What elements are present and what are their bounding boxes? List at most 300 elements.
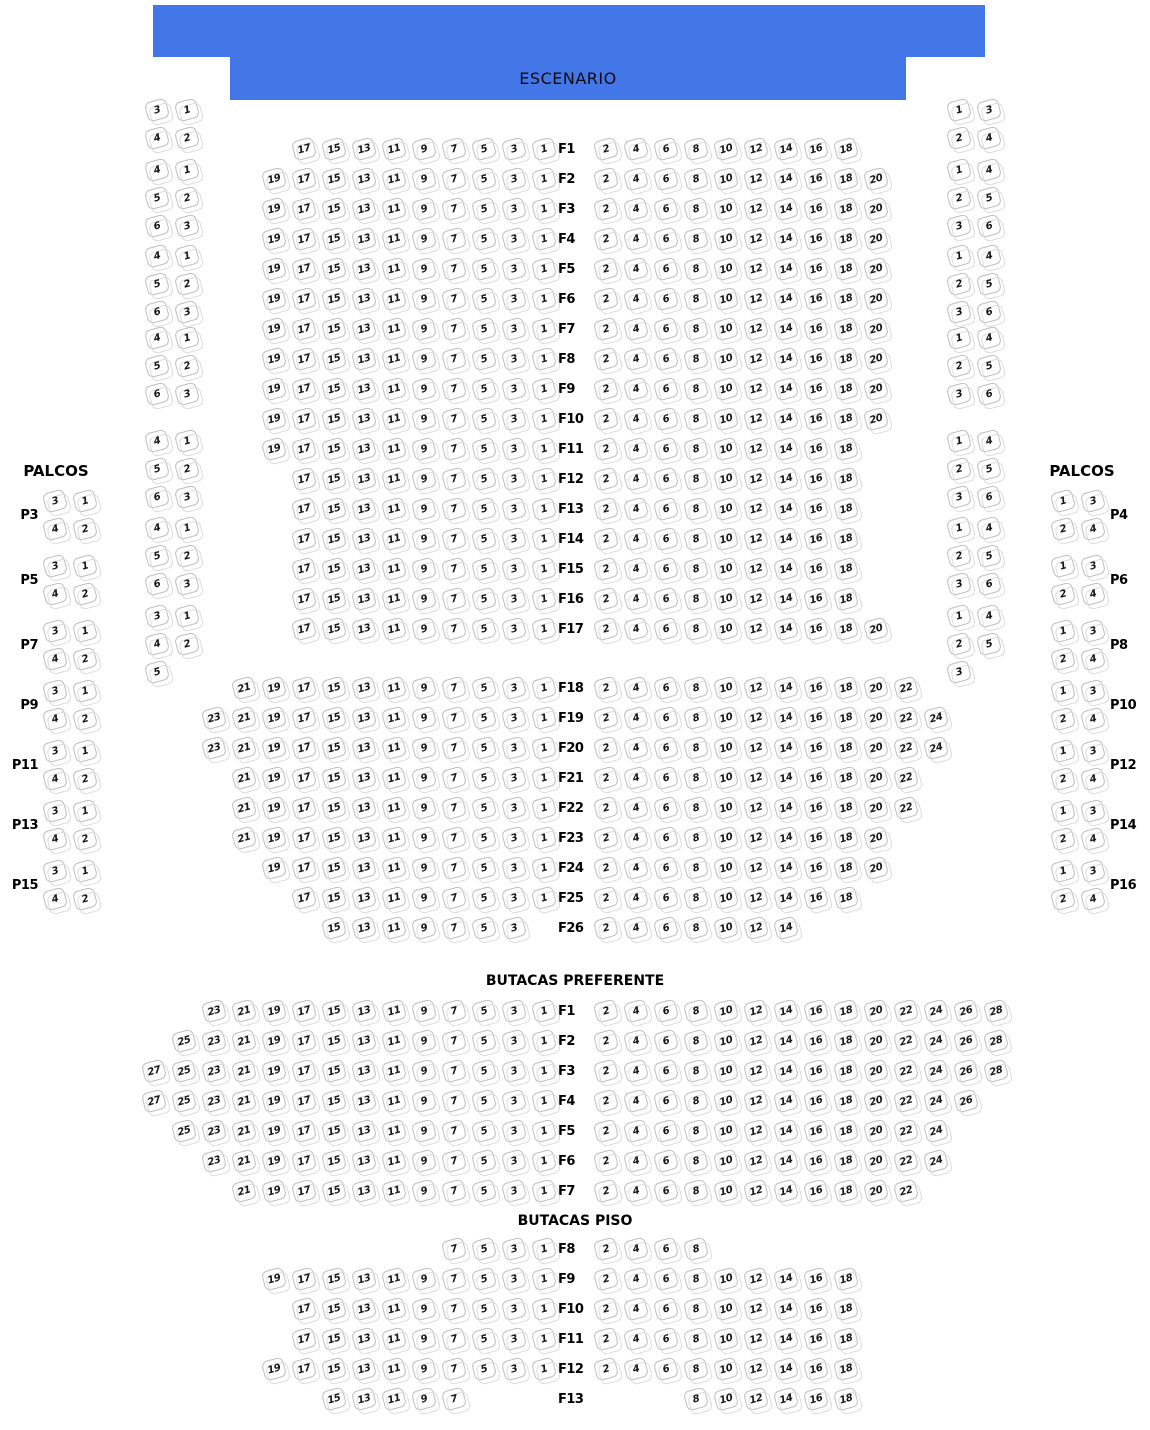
seat[interactable]: 21	[231, 675, 257, 700]
seat[interactable]: 4	[623, 136, 649, 161]
seat[interactable]: 4	[623, 1178, 649, 1203]
seat[interactable]: 13	[351, 316, 377, 341]
seat[interactable]: 15	[321, 226, 347, 251]
seat[interactable]: 15	[321, 196, 347, 221]
seat[interactable]: 18	[833, 466, 859, 491]
seat[interactable]: 3	[501, 616, 527, 641]
seat[interactable]: 1	[531, 1356, 557, 1381]
seat[interactable]: 12	[743, 496, 769, 521]
seat[interactable]: 14	[773, 1296, 799, 1321]
seat[interactable]: 20	[863, 855, 889, 880]
seat[interactable]: 5	[471, 286, 497, 311]
seat[interactable]: 5	[471, 1326, 497, 1351]
seat[interactable]: 19	[261, 226, 287, 251]
seat[interactable]: 8	[683, 136, 709, 161]
seat[interactable]: 7	[441, 1178, 467, 1203]
seat[interactable]: 17	[291, 166, 317, 191]
seat[interactable]: 9	[411, 1118, 437, 1143]
seat[interactable]: 14	[773, 526, 799, 551]
seat[interactable]: 3	[501, 256, 527, 281]
seat[interactable]: 19	[261, 256, 287, 281]
seat[interactable]: 6	[976, 213, 1002, 238]
seat[interactable]: 14	[773, 795, 799, 820]
seat[interactable]: 4	[1080, 766, 1106, 791]
seat[interactable]: 6	[653, 1118, 679, 1143]
seat[interactable]: 4	[1080, 646, 1106, 671]
seat[interactable]: 3	[501, 316, 527, 341]
seat[interactable]: 8	[683, 166, 709, 191]
seat[interactable]: 6	[653, 136, 679, 161]
seat[interactable]: 11	[381, 436, 407, 461]
seat[interactable]: 1	[531, 1296, 557, 1321]
seat[interactable]: 17	[291, 855, 317, 880]
seat[interactable]: 1	[531, 226, 557, 251]
seat[interactable]: 1	[174, 243, 200, 268]
seat[interactable]: 13	[351, 166, 377, 191]
seat[interactable]: 4	[976, 157, 1002, 182]
seat[interactable]: 22	[893, 795, 919, 820]
seat[interactable]: 2	[593, 825, 619, 850]
seat[interactable]: 6	[653, 1178, 679, 1203]
seat[interactable]: 8	[683, 1236, 709, 1261]
seat[interactable]: 15	[321, 136, 347, 161]
seat[interactable]: 11	[381, 556, 407, 581]
seat[interactable]: 1	[1050, 618, 1076, 643]
seat[interactable]: 3	[501, 406, 527, 431]
seat[interactable]: 6	[653, 316, 679, 341]
seat[interactable]: 7	[441, 998, 467, 1023]
seat[interactable]: 22	[893, 705, 919, 730]
seat[interactable]: 16	[803, 1148, 829, 1173]
seat[interactable]: 5	[471, 855, 497, 880]
seat[interactable]: 13	[351, 885, 377, 910]
seat[interactable]: 17	[291, 1296, 317, 1321]
seat[interactable]: 8	[683, 616, 709, 641]
seat[interactable]: 16	[803, 286, 829, 311]
seat[interactable]: 5	[471, 1028, 497, 1053]
seat[interactable]: 18	[833, 286, 859, 311]
seat[interactable]: 12	[743, 765, 769, 790]
seat[interactable]: 11	[381, 526, 407, 551]
seat[interactable]: 1	[531, 1028, 557, 1053]
seat[interactable]: 23	[201, 1028, 227, 1053]
seat[interactable]: 18	[833, 496, 859, 521]
seat[interactable]: 15	[321, 586, 347, 611]
seat[interactable]: 14	[773, 998, 799, 1023]
seat[interactable]: 8	[683, 765, 709, 790]
seat[interactable]: 18	[833, 1088, 859, 1113]
seat[interactable]: 23	[201, 1148, 227, 1173]
seat[interactable]: 11	[381, 1118, 407, 1143]
seat[interactable]: 10	[713, 1058, 739, 1083]
seat[interactable]: 1	[531, 705, 557, 730]
seat[interactable]: 13	[351, 1058, 377, 1083]
seat[interactable]: 17	[291, 1088, 317, 1113]
seat[interactable]: 15	[321, 1148, 347, 1173]
seat[interactable]: 2	[593, 765, 619, 790]
seat[interactable]: 10	[713, 226, 739, 251]
seat[interactable]: 16	[803, 1386, 829, 1411]
seat[interactable]: 20	[863, 316, 889, 341]
seat[interactable]: 3	[174, 571, 200, 596]
seat[interactable]: 8	[683, 915, 709, 940]
seat[interactable]: 17	[291, 1028, 317, 1053]
seat[interactable]: 22	[893, 735, 919, 760]
seat[interactable]: 4	[623, 526, 649, 551]
seat[interactable]: 5	[976, 456, 1002, 481]
seat[interactable]: 19	[261, 998, 287, 1023]
seat[interactable]: 1	[531, 256, 557, 281]
seat[interactable]: 9	[411, 196, 437, 221]
seat[interactable]: 8	[683, 1028, 709, 1053]
seat[interactable]: 6	[653, 1028, 679, 1053]
seat[interactable]: 25	[171, 1058, 197, 1083]
seat[interactable]: 2	[593, 556, 619, 581]
seat[interactable]: 18	[833, 256, 859, 281]
seat[interactable]: 18	[833, 556, 859, 581]
seat[interactable]: 3	[501, 346, 527, 371]
seat[interactable]: 4	[623, 376, 649, 401]
seat[interactable]: 2	[593, 466, 619, 491]
seat[interactable]: 8	[683, 196, 709, 221]
seat[interactable]: 14	[773, 1088, 799, 1113]
seat[interactable]: 5	[144, 659, 170, 684]
seat[interactable]: 17	[291, 466, 317, 491]
seat[interactable]: 3	[501, 376, 527, 401]
seat[interactable]: 22	[893, 1178, 919, 1203]
seat[interactable]: 17	[291, 196, 317, 221]
seat[interactable]: 1	[946, 325, 972, 350]
seat[interactable]: 1	[174, 157, 200, 182]
seat[interactable]: 1	[531, 825, 557, 850]
seat[interactable]: 1	[174, 97, 200, 122]
seat[interactable]: 1	[531, 496, 557, 521]
seat[interactable]: 16	[803, 136, 829, 161]
seat[interactable]: 1	[531, 436, 557, 461]
seat[interactable]: 9	[411, 376, 437, 401]
seat[interactable]: 7	[441, 855, 467, 880]
seat[interactable]: 8	[683, 556, 709, 581]
seat[interactable]: 3	[501, 675, 527, 700]
seat[interactable]: 13	[351, 705, 377, 730]
seat[interactable]: 4	[623, 1236, 649, 1261]
seat[interactable]: 23	[201, 705, 227, 730]
seat[interactable]: 4	[42, 706, 68, 731]
seat[interactable]: 17	[291, 765, 317, 790]
seat[interactable]: 13	[351, 196, 377, 221]
seat[interactable]: 9	[411, 136, 437, 161]
seat[interactable]: 18	[833, 705, 859, 730]
seat[interactable]: 17	[291, 586, 317, 611]
seat[interactable]: 1	[946, 243, 972, 268]
seat[interactable]: 14	[773, 346, 799, 371]
seat[interactable]: 9	[411, 226, 437, 251]
seat[interactable]: 17	[291, 556, 317, 581]
seat[interactable]: 4	[623, 616, 649, 641]
seat[interactable]: 28	[983, 998, 1009, 1023]
seat[interactable]: 21	[231, 1148, 257, 1173]
seat[interactable]: 14	[773, 286, 799, 311]
seat[interactable]: 10	[713, 1356, 739, 1381]
seat[interactable]: 2	[174, 353, 200, 378]
seat[interactable]: 7	[441, 436, 467, 461]
seat[interactable]: 14	[773, 855, 799, 880]
seat[interactable]: 4	[623, 346, 649, 371]
seat[interactable]: 26	[953, 1058, 979, 1083]
seat[interactable]: 1	[174, 515, 200, 540]
seat[interactable]: 15	[321, 436, 347, 461]
seat[interactable]: 14	[773, 825, 799, 850]
seat[interactable]: 2	[174, 271, 200, 296]
seat[interactable]: 3	[501, 586, 527, 611]
seat[interactable]: 19	[261, 1118, 287, 1143]
seat[interactable]: 18	[833, 998, 859, 1023]
seat[interactable]: 12	[743, 286, 769, 311]
seat[interactable]: 6	[653, 376, 679, 401]
seat[interactable]: 17	[291, 998, 317, 1023]
seat[interactable]: 10	[713, 885, 739, 910]
seat[interactable]: 17	[291, 376, 317, 401]
seat[interactable]: 17	[291, 136, 317, 161]
seat[interactable]: 16	[803, 586, 829, 611]
seat[interactable]: 9	[411, 1028, 437, 1053]
seat[interactable]: 17	[291, 1178, 317, 1203]
seat[interactable]: 3	[174, 299, 200, 324]
seat[interactable]: 10	[713, 1296, 739, 1321]
seat[interactable]: 10	[713, 1148, 739, 1173]
seat[interactable]: 15	[321, 675, 347, 700]
seat[interactable]: 14	[773, 466, 799, 491]
seat[interactable]: 3	[42, 858, 68, 883]
seat[interactable]: 5	[471, 675, 497, 700]
seat[interactable]: 1	[531, 586, 557, 611]
seat[interactable]: 15	[321, 1058, 347, 1083]
seat[interactable]: 3	[144, 97, 170, 122]
seat[interactable]: 5	[976, 271, 1002, 296]
seat[interactable]: 7	[441, 1148, 467, 1173]
seat[interactable]: 18	[833, 855, 859, 880]
seat[interactable]: 19	[261, 795, 287, 820]
seat[interactable]: 3	[501, 885, 527, 910]
seat[interactable]: 4	[42, 886, 68, 911]
seat[interactable]: 12	[743, 166, 769, 191]
seat[interactable]: 1	[174, 603, 200, 628]
seat[interactable]: 1	[531, 136, 557, 161]
seat[interactable]: 9	[411, 406, 437, 431]
seat[interactable]: 10	[713, 256, 739, 281]
seat[interactable]: 20	[863, 765, 889, 790]
seat[interactable]: 12	[743, 705, 769, 730]
seat[interactable]: 17	[291, 735, 317, 760]
seat[interactable]: 12	[743, 1088, 769, 1113]
seat[interactable]: 10	[713, 1326, 739, 1351]
seat[interactable]: 12	[743, 675, 769, 700]
seat[interactable]: 11	[381, 1326, 407, 1351]
seat[interactable]: 21	[231, 735, 257, 760]
seat[interactable]: 5	[471, 346, 497, 371]
seat[interactable]: 12	[743, 226, 769, 251]
seat[interactable]: 19	[261, 1088, 287, 1113]
seat[interactable]: 23	[201, 735, 227, 760]
seat[interactable]: 11	[381, 196, 407, 221]
seat[interactable]: 4	[623, 1058, 649, 1083]
seat[interactable]: 12	[743, 1356, 769, 1381]
seat[interactable]: 19	[261, 1028, 287, 1053]
seat[interactable]: 20	[863, 998, 889, 1023]
seat[interactable]: 2	[593, 1266, 619, 1291]
seat[interactable]: 1	[1050, 488, 1076, 513]
seat[interactable]: 2	[593, 436, 619, 461]
seat[interactable]: 15	[321, 1296, 347, 1321]
seat[interactable]: 8	[683, 256, 709, 281]
seat[interactable]: 10	[713, 1118, 739, 1143]
seat[interactable]: 18	[833, 226, 859, 251]
seat[interactable]: 12	[743, 256, 769, 281]
seat[interactable]: 10	[713, 795, 739, 820]
seat[interactable]: 18	[833, 1356, 859, 1381]
seat[interactable]: 21	[231, 1178, 257, 1203]
seat[interactable]: 3	[174, 484, 200, 509]
seat[interactable]: 6	[653, 556, 679, 581]
seat[interactable]: 12	[743, 316, 769, 341]
seat[interactable]: 4	[1080, 826, 1106, 851]
seat[interactable]: 22	[893, 1088, 919, 1113]
seat[interactable]: 22	[893, 998, 919, 1023]
seat[interactable]: 4	[144, 157, 170, 182]
seat[interactable]: 7	[441, 376, 467, 401]
seat[interactable]: 7	[441, 286, 467, 311]
seat[interactable]: 6	[653, 1236, 679, 1261]
seat[interactable]: 3	[501, 855, 527, 880]
seat[interactable]: 2	[593, 1028, 619, 1053]
seat[interactable]: 13	[351, 1266, 377, 1291]
seat[interactable]: 17	[291, 1058, 317, 1083]
seat[interactable]: 1	[946, 603, 972, 628]
seat[interactable]: 18	[833, 526, 859, 551]
seat[interactable]: 9	[411, 765, 437, 790]
seat[interactable]: 2	[174, 125, 200, 150]
seat[interactable]: 9	[411, 256, 437, 281]
seat[interactable]: 20	[863, 825, 889, 850]
seat[interactable]: 11	[381, 1028, 407, 1053]
seat[interactable]: 18	[833, 346, 859, 371]
seat[interactable]: 12	[743, 795, 769, 820]
seat[interactable]: 25	[171, 1118, 197, 1143]
seat[interactable]: 2	[593, 855, 619, 880]
seat[interactable]: 19	[261, 406, 287, 431]
seat[interactable]: 16	[803, 825, 829, 850]
seat[interactable]: 15	[321, 526, 347, 551]
seat[interactable]: 10	[713, 376, 739, 401]
seat[interactable]: 14	[773, 256, 799, 281]
seat[interactable]: 17	[291, 885, 317, 910]
seat[interactable]: 13	[351, 765, 377, 790]
seat[interactable]: 6	[653, 466, 679, 491]
seat[interactable]: 7	[441, 196, 467, 221]
seat[interactable]: 2	[72, 581, 98, 606]
seat[interactable]: 15	[321, 1356, 347, 1381]
seat[interactable]: 20	[863, 256, 889, 281]
seat[interactable]: 18	[833, 166, 859, 191]
seat[interactable]: 4	[42, 826, 68, 851]
seat[interactable]: 16	[803, 196, 829, 221]
seat[interactable]: 2	[593, 1326, 619, 1351]
seat[interactable]: 12	[743, 136, 769, 161]
seat[interactable]: 9	[411, 855, 437, 880]
seat[interactable]: 18	[833, 1118, 859, 1143]
seat[interactable]: 11	[381, 496, 407, 521]
seat[interactable]: 7	[441, 316, 467, 341]
seat[interactable]: 14	[773, 376, 799, 401]
seat[interactable]: 4	[623, 998, 649, 1023]
seat[interactable]: 16	[803, 1296, 829, 1321]
seat[interactable]: 5	[976, 185, 1002, 210]
seat[interactable]: 14	[773, 556, 799, 581]
seat[interactable]: 6	[653, 1326, 679, 1351]
seat[interactable]: 12	[743, 376, 769, 401]
seat[interactable]: 1	[946, 97, 972, 122]
seat[interactable]: 16	[803, 1266, 829, 1291]
seat[interactable]: 3	[501, 1296, 527, 1321]
seat[interactable]: 19	[261, 1266, 287, 1291]
seat[interactable]: 16	[803, 705, 829, 730]
seat[interactable]: 4	[623, 675, 649, 700]
seat[interactable]: 13	[351, 675, 377, 700]
seat[interactable]: 4	[144, 125, 170, 150]
seat[interactable]: 1	[531, 556, 557, 581]
seat[interactable]: 13	[351, 616, 377, 641]
seat[interactable]: 6	[653, 526, 679, 551]
seat[interactable]: 2	[593, 616, 619, 641]
seat[interactable]: 5	[471, 1118, 497, 1143]
seat[interactable]: 18	[833, 616, 859, 641]
seat[interactable]: 15	[321, 795, 347, 820]
seat[interactable]: 11	[381, 855, 407, 880]
seat[interactable]: 13	[351, 1178, 377, 1203]
seat[interactable]: 10	[713, 998, 739, 1023]
seat[interactable]: 13	[351, 915, 377, 940]
seat[interactable]: 3	[501, 765, 527, 790]
seat[interactable]: 4	[144, 631, 170, 656]
seat[interactable]: 2	[593, 1236, 619, 1261]
seat[interactable]: 5	[471, 616, 497, 641]
seat[interactable]: 23	[201, 1088, 227, 1113]
seat[interactable]: 5	[471, 556, 497, 581]
seat[interactable]: 16	[803, 346, 829, 371]
seat[interactable]: 4	[42, 766, 68, 791]
seat[interactable]: 6	[653, 855, 679, 880]
seat[interactable]: 8	[683, 705, 709, 730]
seat[interactable]: 4	[623, 1326, 649, 1351]
seat[interactable]: 13	[351, 586, 377, 611]
seat[interactable]: 22	[893, 1028, 919, 1053]
seat[interactable]: 14	[773, 406, 799, 431]
seat[interactable]: 1	[174, 325, 200, 350]
seat[interactable]: 24	[923, 735, 949, 760]
seat[interactable]: 7	[441, 616, 467, 641]
seat[interactable]: 19	[261, 196, 287, 221]
seat[interactable]: 14	[773, 885, 799, 910]
seat[interactable]: 5	[471, 226, 497, 251]
seat[interactable]: 3	[501, 1356, 527, 1381]
seat[interactable]: 11	[381, 166, 407, 191]
seat[interactable]: 9	[411, 795, 437, 820]
seat[interactable]: 4	[623, 1356, 649, 1381]
seat[interactable]: 22	[893, 1118, 919, 1143]
seat[interactable]: 6	[653, 586, 679, 611]
seat[interactable]: 3	[501, 1058, 527, 1083]
seat[interactable]: 5	[976, 353, 1002, 378]
